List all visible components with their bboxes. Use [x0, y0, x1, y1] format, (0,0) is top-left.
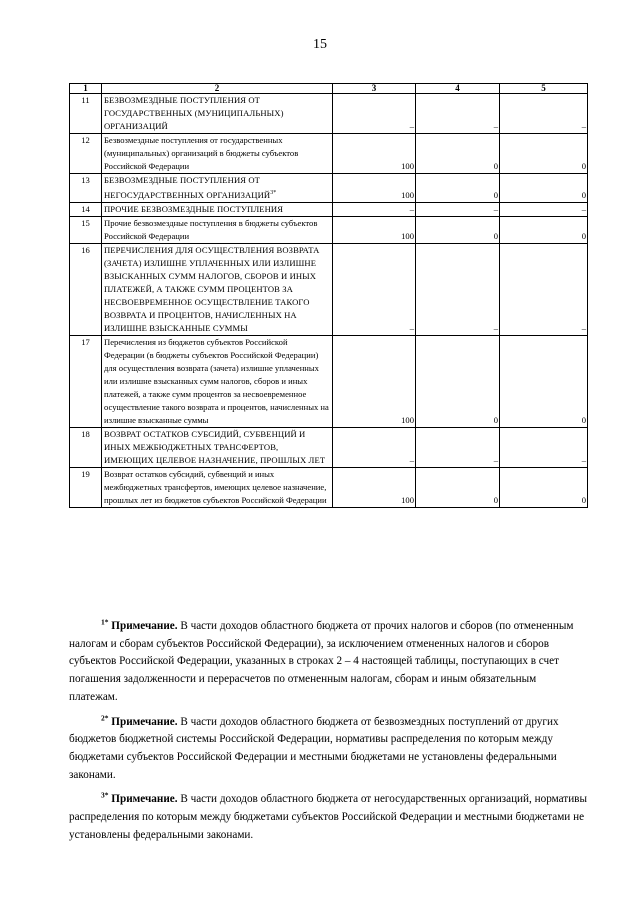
value-col-3: – — [333, 94, 416, 134]
footnote-mark: 2* — [101, 712, 109, 722]
footnote-mark: 3* — [270, 190, 277, 196]
row-name: Перечисления из бюджетов субъектов Российской Федерации (в бюджеты субъектов Российской Федерации) для осуществления возврата (зачета) излишне уплаченных или излишне взысканных сумм налогов, сборов и иных платежей, а также сумм процентов за несвоевременное осуществление такого возврата и процентов, начисленных на излишне взысканные суммы — [102, 335, 333, 427]
value-col-4: 0 — [416, 216, 500, 243]
table-row — [70, 216, 588, 243]
value-col-5: 0 — [500, 134, 588, 174]
table-row — [70, 467, 588, 507]
value-col-5: – — [500, 427, 588, 467]
footnote-mark: 1* — [101, 617, 109, 627]
row-number: 18 — [70, 427, 102, 467]
header-cell-1: 1 — [70, 84, 102, 94]
note-label: Примечание. — [108, 620, 178, 632]
note-label: Примечание. — [108, 793, 178, 806]
footnote-mark: 3* — [101, 790, 109, 800]
notes-section — [69, 618, 587, 851]
footnote-paragraph — [69, 618, 587, 707]
note-text: В части доходов областного бюджета от прочих налогов и сборов (по отмененным налогам и сборам субъектов Российской Федерации), за исключением отмененных налогов и сборов субъектов Российской Федерации, указанных в строках 2 – 4 настоящей таблицы, поступающих в счет погашения задолженности и перерасчетов по отмененным налогам, сборам и иным обязательным платежам. — [69, 620, 574, 703]
row-number: 16 — [70, 243, 102, 335]
row-name: БЕЗВОЗМЕЗДНЫЕ ПОСТУПЛЕНИЯ ОТ НЕГОСУДАРСТВЕННЫХ $ОРГАНИЗАЦИЙ^{3*}$ — [102, 174, 333, 203]
row-number: 15 — [70, 216, 102, 243]
value-col-3: 100 — [333, 335, 416, 427]
table-row — [70, 174, 588, 203]
row-number: 11 — [70, 94, 102, 134]
note-text: В части доходов областного бюджета от негосударственных организаций, нормативы распределения по которым между бюджетами субъектов Российской Федерации и местными бюджетами не установлены федеральными законами. — [69, 793, 587, 841]
table-header-row — [70, 84, 588, 94]
value-col-5: – — [500, 202, 588, 216]
table-row — [70, 94, 588, 134]
value-col-4: – — [416, 243, 500, 335]
header-cell-5: 5 — [500, 84, 588, 94]
value-col-5: 0 — [500, 335, 588, 427]
value-col-4: – — [416, 94, 500, 134]
row-number: 17 — [70, 335, 102, 427]
header-cell-4: 4 — [416, 84, 500, 94]
table-row — [70, 243, 588, 335]
value-col-3: 100 — [333, 216, 416, 243]
value-col-4: 0 — [416, 467, 500, 507]
row-name: Безвозмездные поступления от государственных (муниципальных) организаций в бюджеты субъектов Российской Федерации — [102, 134, 333, 174]
header-cell-3: 3 — [333, 84, 416, 94]
row-number: 13 — [70, 174, 102, 203]
row-number: 19 — [70, 467, 102, 507]
value-col-4: 0 — [416, 134, 500, 174]
value-col-5: 0 — [500, 467, 588, 507]
row-name: Прочие безвозмездные поступления в бюджеты субъектов Российской Федерации — [102, 216, 333, 243]
page-number: 15 — [313, 37, 327, 52]
row-number: 12 — [70, 134, 102, 174]
value-col-3: – — [333, 427, 416, 467]
value-col-4: 0 — [416, 174, 500, 203]
row-name: Возврат остатков субсидий, субвенций и иных межбюджетных трансфертов, имеющих целевое назначение, прошлых лет из бюджетов субъектов Российской Федерации — [102, 467, 333, 507]
value-col-5: 0 — [500, 216, 588, 243]
footnote-paragraph — [69, 791, 587, 844]
value-col-3: 100 — [333, 174, 416, 203]
value-col-3: 100 — [333, 134, 416, 174]
value-col-3: – — [333, 243, 416, 335]
table-row — [70, 427, 588, 467]
value-col-3: – — [333, 202, 416, 216]
header-cell-2: 2 — [102, 84, 333, 94]
row-name: ПЕРЕЧИСЛЕНИЯ ДЛЯ ОСУЩЕСТВЛЕНИЯ ВОЗВРАТА (ЗАЧЕТА) ИЗЛИШНЕ УПЛАЧЕННЫХ ИЛИ ИЗЛИШНЕ ВЗЫСКАННЫХ СУММ НАЛОГОВ, СБОРОВ И ИНЫХ ПЛАТЕЖЕЙ, А ТАКЖЕ СУММ ПРОЦЕНТОВ ЗА НЕСВОЕВРЕМЕННОЕ ОСУЩЕСТВЛЕНИЕ ТАКОГО ВОЗВРАТА И ПРОЦЕНТОВ, НАЧИСЛЕННЫХ НА ИЗЛИШНЕ ВЗЫСКАННЫЕ СУММЫ — [102, 243, 333, 335]
revenue-distribution-table — [69, 83, 588, 508]
table-row — [70, 202, 588, 216]
value-col-5: – — [500, 243, 588, 335]
footnote-paragraph — [69, 714, 587, 785]
value-col-3: 100 — [333, 467, 416, 507]
value-col-5: 0 — [500, 174, 588, 203]
row-name: ВОЗВРАТ ОСТАТКОВ СУБСИДИЙ, СУБВЕНЦИЙ И ИНЫХ МЕЖБЮДЖЕТНЫХ ТРАНСФЕРТОВ, ИМЕЮЩИХ ЦЕЛЕВОЕ НАЗНАЧЕНИЕ, ПРОШЛЫХ ЛЕТ — [102, 427, 333, 467]
note-text: В части доходов областного бюджета от безвозмездных поступлений от других бюджетов бюджетной системы Российской Федерации, нормативы распределения по которым между бюджетами субъектов Российской Федерации и местными бюджетами не установлены федеральными законами. — [69, 715, 559, 781]
table-row — [70, 335, 588, 427]
row-number: 14 — [70, 202, 102, 216]
row-name: ПРОЧИЕ БЕЗВОЗМЕЗДНЫЕ ПОСТУПЛЕНИЯ — [102, 202, 333, 216]
note-label: Примечание. — [108, 715, 178, 728]
value-col-4: 0 — [416, 335, 500, 427]
row-name: БЕЗВОЗМЕЗДНЫЕ ПОСТУПЛЕНИЯ ОТ ГОСУДАРСТВЕННЫХ (МУНИЦИПАЛЬНЫХ) ОРГАНИЗАЦИЙ — [102, 94, 333, 134]
value-col-4: – — [416, 202, 500, 216]
value-col-5: – — [500, 94, 588, 134]
value-col-4: – — [416, 427, 500, 467]
table-row — [70, 134, 588, 174]
